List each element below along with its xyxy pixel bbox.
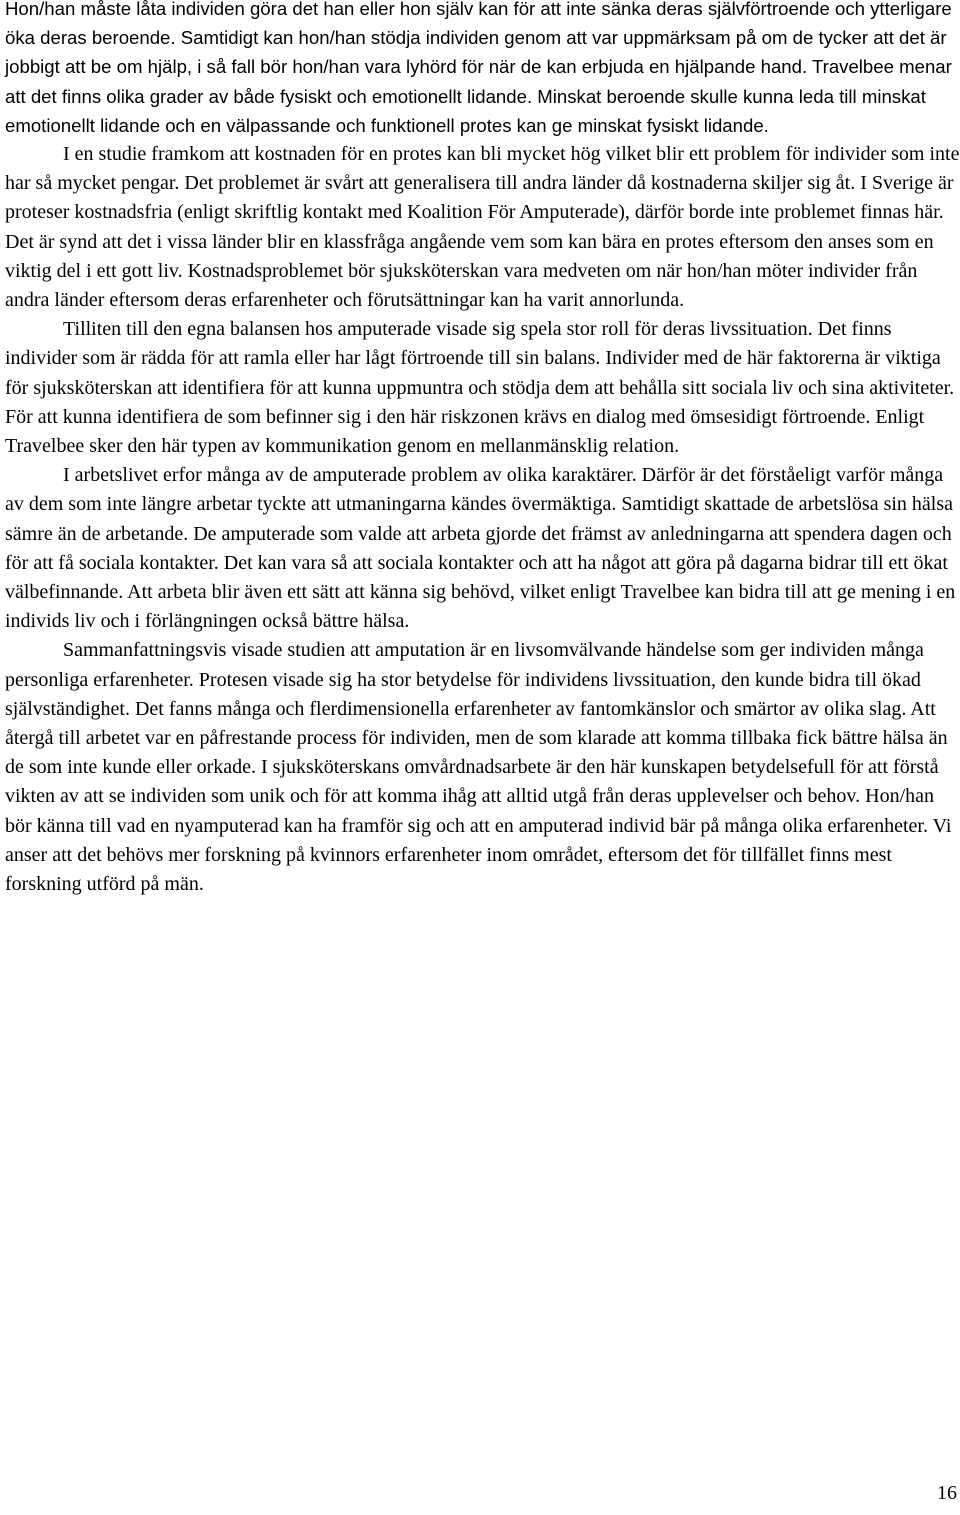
paragraph-continuation: Hon/han måste låta individen göra det han eller hon själv kan för att inte sänka deras självförtroende och ytterligare öka deras beroende. Samtidigt kan hon/han stödja individen genom att var uppmärksam på om de tycker att det är jobbigt att be om hjälp, i så fall bör hon/han vara lyhörd för när de kan erbjuda en hjälpande hand. Travelbee menar att det finns olika grader av både fysiskt och emotionellt lidande. Minskat beroende skulle kunna leda till minskat emotionellt lidande och en välpassande och funktionell protes kan ge minskat fysiskt lidande. (5, 0, 952, 136)
paragraph-working-life: I arbetslivet erfor många av de amputerade problem av olika karaktärer. Därför är det förståeligt varför många av dem som inte längre arbetar tyckte att utmaningarna kändes övermäktiga. Samtidigt skattade de arbetslösa sin hälsa sämre än de arbetande. De amputerade som valde att arbeta gjorde det främst av anledningarna att spendera dagen och för att få sociala kontakter. Det kan vara så att sociala kontakter och att ha något att göra på dagarna bidrar till ett ökat välbefinnande. Att arbeta blir även ett sätt att känna sig behövd, vilket enligt Travelbee kan bidra till att ge mening i en individs liv och i förlängningen också bättre hälsa. (5, 464, 956, 633)
paragraph-balance: Tilliten till den egna balansen hos amputerade visade sig spela stor roll för deras livssituation. Det finns individer som är rädda för att ramla eller har lågt förtroende till sin balans. Individer med de här faktorerna är viktiga för sjuksköterskan att identifiera för att kunna uppmuntra och stödja dem att behålla sitt sociala liv och sina aktiviteter. För att kunna identifiera de som befinner sig i den här riskzonen krävs en dialog med ömsesidigt förtroende. Enligt Travelbee sker den här typen av kommunikation genom en mellanmänsklig relation. (5, 318, 955, 458)
page-number: 16 (937, 1482, 957, 1504)
paragraph-summary: Sammanfattningsvis visade studien att amputation är en livsomvälvande händelse som ger individen många personliga erfarenheter. Protesen visade sig ha stor betydelse för individens livssituation, den kunde bidra till ökad självständighet. Det fanns många och flerdimensionella erfarenheter av fantomkänslor och smärtor av olika slag. Att återgå till arbetet var en påfrestande process för individen, men de som klarade att komma tillbaka fick bättre hälsa än de som inte kunde eller orkade. I sjuksköterskans omvårdnadsarbete är den här kunskapen betydelsefull för att förstå vikten av att se individen som unik och för att komma ihåg att alltid utgå från deras upplevelser och behov. Hon/han bör känna till vad en nyamputerad kan ha framför sig och att en amputerad individ bär på många olika erfarenheter. Vi anser att det behövs mer forskning på kvinnors erfarenheter inom området, eftersom det för tillfället finns mest forskning utförd på män. (5, 639, 952, 896)
paragraph-cost: I en studie framkom att kostnaden för en protes kan bli mycket hög vilket blir ett problem för individer som inte har så mycket pengar. Det problemet är svårt att generalisera till andra länder då kostnaderna skiljer sig åt. I Sverige är proteser kostnadsfria (enligt skriftlig kontakt med Koalition För Amputerade), därför borde inte problemet finnas här. Det är synd att det i vissa länder blir en klassfråga angående vem som kan bära en protes eftersom den anses som en viktig del i ett gott liv. Kostnadsproblemet bör sjuksköterskan vara medveten om när hon/han möter individer från andra länder eftersom deras erfarenheter och förutsättningar kan ha varit annorlunda. (5, 143, 960, 312)
document-page (5, 0, 960, 899)
